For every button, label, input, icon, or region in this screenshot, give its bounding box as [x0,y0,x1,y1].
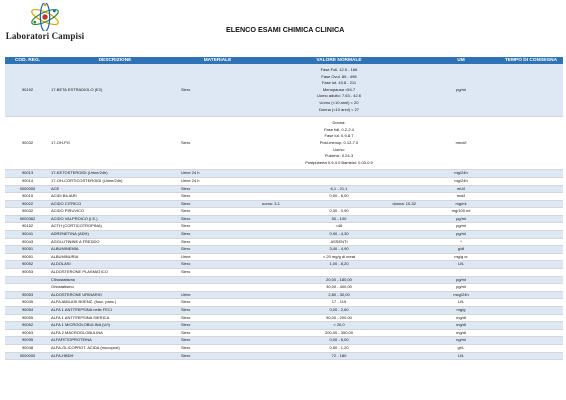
cell-delivery-time [499,307,563,315]
cell-delivery-time [499,200,563,208]
cell-code [5,284,50,292]
normal-value-line: Fase lut. 43.8 - 211 [321,80,357,86]
cell-delivery-time [499,238,563,246]
cell-code: 0000000 [5,185,50,193]
cell-material: Siero [180,64,255,117]
cell-unit: mg/g cr [423,253,499,261]
cell-unit: mU/l [423,185,499,193]
cell-normal-value: ASSENTI [255,238,423,246]
cell-description: ALFA-HBDH [50,352,180,360]
cell-description: ALDOSTERONE URINARIO [50,291,180,299]
cell-normal-value [255,200,423,208]
normal-value-line: Donna (<10 anni) < 27 [318,106,360,112]
normal-value-line: Uomo (<10 anni) < 20 [319,99,359,105]
cell-material: Siero [180,352,255,360]
cell-normal-value: 30,00 - 400,00 [255,284,423,292]
lab-logo [4,3,86,47]
table-row [5,215,563,223]
cell-unit: U/L [423,299,499,307]
cell-normal-value: 0,00 - 6,00 [255,193,423,201]
table-row [5,344,563,352]
cell-material: Siero [180,238,255,246]
cell-material: Urine 24 h [180,177,255,185]
cell-delivery-time [499,185,563,193]
cell-unit: pg/ml [423,276,499,284]
cell-description: 17-OH-PG [50,117,180,170]
cell-delivery-time [499,117,563,170]
table-row [5,170,563,178]
cell-unit: mg/24h [423,177,499,185]
header-description: DESCRIZIONE [50,57,180,64]
cell-delivery-time [499,352,563,360]
cell-normal-value: < 20,0 [255,322,423,330]
table-row [5,193,563,201]
cell-unit: mg/dl [423,314,499,322]
cell-delivery-time [499,193,563,201]
cell-unit [423,269,499,277]
cell-material: Siero [180,215,255,223]
cell-code: 90054 [5,307,50,315]
cell-normal-value: 0,90 - 4,30 [255,231,423,239]
cell-normal-value: 72 - 180 [255,352,423,360]
cell-normal-value: 2,80 - 30,00 [255,291,423,299]
table-body [5,64,563,360]
normal-value-line: Fase lut. 0.9-8.7 [324,133,354,139]
cell-code: 90015 [5,193,50,201]
cell-description: ALFA-GLICOPROT. ACIDA (mucoprot) [50,344,180,352]
cell-delivery-time [499,223,563,231]
cell-description: ALBUMINEMIA [50,246,180,254]
cell-description: ALDOLASI [50,261,180,269]
table-row [5,322,563,330]
normal-value-line: Fase Ovul. 85 - 498 [321,73,357,79]
cell-code: 90045 [5,299,50,307]
cell-delivery-time [499,291,563,299]
cell-description: ALBUMINURIA [50,253,180,261]
atom-logo-icon [28,3,62,31]
cell-description: ACIDO VALPROICO (I.E.) [50,215,180,223]
cell-description: AGGLUTININE A FREDDO [50,238,180,246]
cell-material: Siero [180,307,255,315]
table-row [5,177,563,185]
cell-material [180,276,255,284]
table-row [5,329,563,337]
cell-description: 17-KETOSTEROIDI (Urine/24h) [50,170,180,178]
cell-description: Clinostatismo [50,276,180,284]
cell-description: ACIDO CITRICO [50,200,180,208]
cell-code [5,276,50,284]
cell-delivery-time [499,344,563,352]
header-normal-value: VALORE NORMALE [255,57,423,64]
cell-delivery-time [499,177,563,185]
cell-code: 90051 [5,246,50,254]
cell-code: 90052 [5,261,50,269]
cell-description: 17-OH-CORTICOSTEROIDI (Urine/24h) [50,177,180,185]
normal-value-line: Postpuberta 0.9-4.0 Bambini: 0.03-0.9 [305,159,373,165]
cell-unit: pg/ml [423,231,499,239]
table-row [5,276,563,284]
cell-unit: mg/g [423,307,499,315]
cell-unit: pg/ml [423,284,499,292]
cell-description: ACIDO PIRUVICO [50,208,180,216]
normal-value-line: Menopausa <54.7 [322,86,356,92]
cell-unit: mg/dl [423,329,499,337]
normal-value-male: uomo: 3-1 [262,200,281,206]
table-row [5,64,563,117]
cell-delivery-time [499,299,563,307]
cell-normal-value: 0,00 - 2,60 [255,307,423,315]
cell-normal-value [255,170,423,178]
cell-material: Siero [180,208,255,216]
cell-description: ACTH (CORTICOTROPINA) [50,223,180,231]
cell-description: ALFA 1 ANTITRIPSINA nelle FECI [50,307,180,315]
cell-unit: mg/24h [423,170,499,178]
cell-code: 90032 [5,117,50,170]
cell-code: 90192 [5,64,50,117]
cell-unit: * [423,238,499,246]
cell-code: 90095 [5,337,50,345]
cell-delivery-time [499,208,563,216]
cell-code: 90043 [5,238,50,246]
cell-unit: U/L [423,261,499,269]
cell-description: 17-BETA ESTRADIOLO (E2) [50,64,180,117]
normal-value-line: Uomo: [333,146,345,152]
cell-description: ADRENETINA (ADH) [50,231,180,239]
cell-unit: μg/ml [423,215,499,223]
cell-code: 90055 [5,314,50,322]
lab-name: Laboratori Campisi [5,31,85,41]
table-row [5,208,563,216]
cell-material: Siero [180,193,255,201]
cell-delivery-time [499,215,563,223]
cell-material: Siero [180,322,255,330]
normal-value-line: Fase Foll. 12.5 - 166 [320,67,358,72]
cell-material: Urine [180,291,255,299]
cell-description: ALFAFETOPROTEINA [50,337,180,345]
cell-code: 90022 [5,200,50,208]
cell-description: Ortostatismo [50,284,180,292]
cell-material: Siero [180,269,255,277]
cell-description: ALFA 1 ANTITRIPSINA SIERICA [50,314,180,322]
cell-normal-value: 0,50 - 1,20 [255,344,423,352]
cell-normal-value: 200,00 - 350,00 [255,329,423,337]
cell-material: Siero [180,200,255,208]
cell-unit: mg/ml [423,200,499,208]
cell-material [180,284,255,292]
cell-code: 9000362 [5,215,50,223]
normal-value-female: donna: 10-32 [392,200,416,206]
cell-material: Siero [180,223,255,231]
cell-normal-value [255,64,423,117]
cell-delivery-time [499,314,563,322]
table-row [5,299,563,307]
cell-code: 90041 [5,231,50,239]
cell-material: Siero [180,329,255,337]
normal-value-line: Uomo adulto: 7.63 - 42.6 [316,93,362,99]
table-row [5,253,563,261]
table-row [5,223,563,231]
cell-normal-value: 3,40 - 4,90 [255,246,423,254]
cell-code: 90053 [5,291,50,299]
header-unit: UM [423,57,499,64]
cell-code: 0000000 [5,352,50,360]
table-row [5,291,563,299]
cell-unit: pg/ml [423,64,499,117]
cell-delivery-time [499,170,563,178]
cell-material: Siero [180,344,255,352]
cell-material: Urine 24 h [180,170,255,178]
table-row [5,185,563,193]
cell-unit: mg/dl [423,322,499,330]
table-row [5,261,563,269]
cell-delivery-time [499,64,563,117]
cell-delivery-time [499,246,563,254]
cell-material: Siero [180,231,255,239]
table-row [5,246,563,254]
table-header-row [5,57,563,64]
cell-delivery-time [499,231,563,239]
table-row [5,284,563,292]
cell-normal-value: 17 - 115 [255,299,423,307]
cell-description: ALFA 2 MACROGLOBULINA [50,329,180,337]
normal-value-line: Donna: [332,120,346,126]
cell-description: ALFA AMILASI BOENZ. (fosc. panc.) [50,299,180,307]
cell-code: 90014 [5,177,50,185]
cell-unit: gr/L [423,344,499,352]
table-row [5,269,563,277]
cell-normal-value [255,269,423,277]
table-row [5,231,563,239]
cell-delivery-time [499,284,563,292]
cell-material: Siero [180,246,255,254]
cell-normal-value: <46 [255,223,423,231]
normal-value-line: Post-menop. 0.12-7.0 [319,139,359,145]
cell-code: 90063 [5,329,50,337]
cell-code: 90013 [5,170,50,178]
cell-code: 90152 [5,223,50,231]
cell-normal-value: 6,1 - 21,1 [255,185,423,193]
cell-delivery-time [499,276,563,284]
cell-unit: nmol/l [423,117,499,170]
cell-material: Siero [180,261,255,269]
cell-description: ALDOSTERONE PLASMATICO [50,269,180,277]
table-row [5,117,563,170]
cell-code: 90053 [5,269,50,277]
table-row [5,337,563,345]
cell-delivery-time [499,322,563,330]
cell-code: 90032 [5,208,50,216]
cell-delivery-time [499,337,563,345]
cell-unit: mol/l [423,193,499,201]
cell-unit: mcg/24h [423,291,499,299]
table-row [5,307,563,315]
cell-material: Siero [180,299,255,307]
cell-material: Siero [180,117,255,170]
cell-code: 90051 [5,253,50,261]
cell-unit: pg/ml [423,223,499,231]
cell-normal-value [255,177,423,185]
cell-normal-value: 50 - 100 [255,215,423,223]
cell-description: ACIDI BILIARI [50,193,180,201]
cell-unit: g/dl [423,246,499,254]
cell-unit: U/L [423,352,499,360]
cell-delivery-time [499,329,563,337]
header-code: COD. REG. [5,57,50,64]
cell-material: Urine [180,253,255,261]
cell-unit: mg/100 ml [423,208,499,216]
cell-material: Siero [180,185,255,193]
normal-value-line: Puberta': 0.24-3 [324,153,354,159]
cell-delivery-time [499,253,563,261]
cell-normal-value: 20,00 - 180,00 [255,276,423,284]
exams-table [5,57,563,360]
cell-normal-value: 0,00 - 6,00 [255,337,423,345]
cell-normal-value: 1,00 - 8,20 [255,261,423,269]
cell-material: Siero [180,314,255,322]
cell-material: Siero [180,337,255,345]
cell-unit: ng/ml [423,337,499,345]
normal-value-line: Fase foll. 0.2-2.4 [324,126,354,132]
table-row [5,352,563,360]
cell-normal-value [255,117,423,170]
header-material: MATERIALE [180,57,255,64]
cell-normal-value: < 20 mg/g di creat [255,253,423,261]
table-row [5,314,563,322]
cell-description: ALFA 1 MICROGLOBULINA (U/I) [50,322,180,330]
table-row [5,200,563,208]
cell-normal-value: 90,00 - 200,00 [255,314,423,322]
cell-code: 90062 [5,322,50,330]
cell-code: 90048 [5,344,50,352]
cell-delivery-time [499,269,563,277]
cell-description: ACE [50,185,180,193]
header-delivery-time: TEMPO DI CONSEGNA [499,57,563,64]
document-title: ELENCO ESAMI CHIMICA CLINICA [226,25,345,34]
table-row [5,238,563,246]
cell-delivery-time [499,261,563,269]
cell-normal-value: 0,30 - 0,90 [255,208,423,216]
